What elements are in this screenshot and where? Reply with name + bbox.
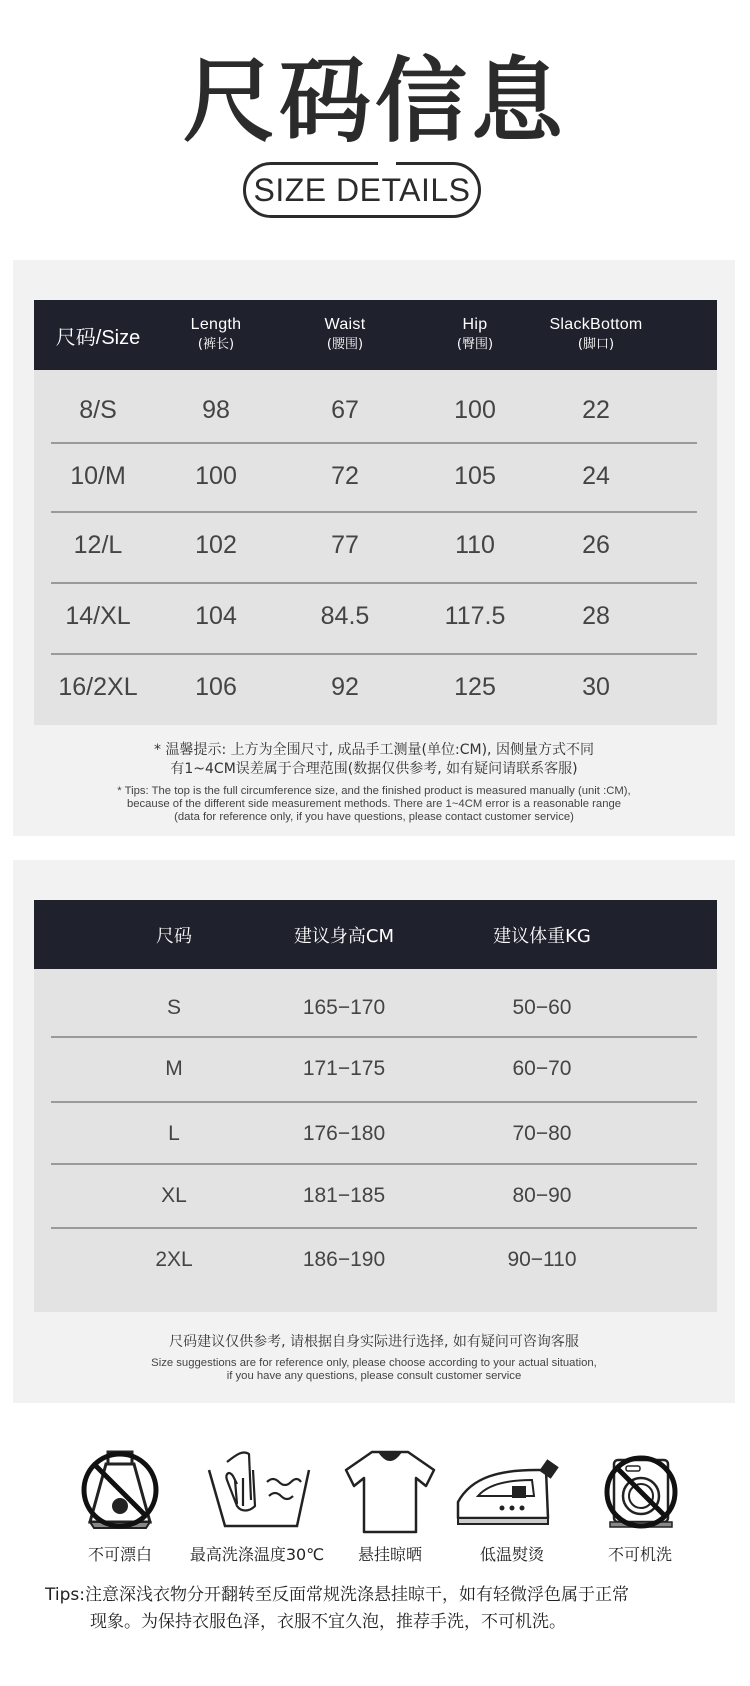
measurement-note-en: * Tips: The top is the full circumference size, and the finished product is measured manually (unit :CM), [117, 785, 631, 797]
column-header-sublabel: (裤长) [197, 337, 235, 352]
hang-dry-icon [330, 1440, 450, 1540]
cell-length: 102 [195, 530, 237, 559]
no-machine-wash-icon [580, 1440, 700, 1540]
size-table-header [34, 300, 717, 370]
recommend-note-en: Size suggestions are for reference only, please choose according to your actual situation, [151, 1357, 597, 1369]
cell-length: 98 [202, 395, 230, 424]
cell-height: 186−190 [302, 1248, 386, 1271]
column-header-length [162, 300, 270, 370]
cell-size: L [168, 1122, 180, 1145]
table-row [34, 513, 717, 577]
care-tips-line: 现象。为保持衣服色泽，衣服不宜久泡，推荐手洗，不可机洗。 [90, 1612, 566, 1632]
cell-size: XL [161, 1184, 187, 1207]
cell-size: 16/2XL [58, 672, 138, 701]
column-header-hip [420, 300, 530, 370]
pill-gap-decoration [378, 160, 396, 168]
cell-hip: 117.5 [444, 601, 506, 630]
no-bleach-icon [60, 1440, 180, 1540]
cell-slackbottom: 22 [582, 395, 610, 424]
column-header-size [34, 300, 162, 370]
cell-waist: 92 [331, 672, 359, 701]
measurement-note-cn: * 温馨提示: 上方为全围尺寸, 成品手工测量(单位:CM), 因侧量方式不同 [154, 742, 594, 758]
care-tips [45, 1582, 725, 1636]
size-details-panel [13, 260, 735, 836]
low-iron-icon [452, 1440, 572, 1540]
cell-slackbottom: 24 [582, 461, 610, 490]
cell-length: 100 [195, 461, 237, 490]
table-row [34, 584, 717, 648]
cell-height: 165−170 [302, 996, 386, 1019]
care-label: 低温熨烫 [479, 1545, 544, 1564]
measurement-note-en: because of the different side measurement methods. There are 1~4CM error is a reasonable range [126, 798, 622, 810]
cell-length: 104 [195, 601, 237, 630]
column-header-label: Length [190, 316, 242, 333]
column-header-slackbottom [530, 300, 662, 370]
column-header-weight: 建议体重KG [493, 925, 591, 947]
cell-weight: 50−60 [512, 996, 572, 1019]
column-header-height: 建议身高CM [293, 925, 395, 947]
page-subtitle: SIZE DETAILS [253, 172, 471, 208]
cell-weight: 90−110 [507, 1248, 577, 1271]
care-label: 最高洗涤温度30℃ [189, 1545, 325, 1564]
table-row [34, 977, 717, 1039]
recommend-table-header [34, 900, 717, 969]
cell-size: 14/XL [65, 601, 131, 630]
care-label: 不可漂白 [87, 1545, 152, 1564]
cell-height: 181−185 [302, 1184, 386, 1207]
cell-weight: 80−90 [512, 1184, 572, 1207]
cell-hip: 110 [455, 530, 495, 559]
column-header-label: SlackBottom [549, 316, 643, 333]
column-header-label: Waist [324, 316, 366, 333]
cell-waist: 67 [331, 395, 359, 424]
column-header-sublabel: (腰围) [326, 337, 364, 352]
care-tips-line: Tips:注意深浅衣物分开翻转至反面常规洗涤悬挂晾干，如有轻微浮色属于正常 [45, 1585, 629, 1605]
cell-size: 8/S [79, 395, 117, 424]
table-row [34, 1229, 717, 1291]
cell-slackbottom: 28 [582, 601, 610, 630]
table-row [34, 1103, 717, 1165]
page-title: 尺码信息 [182, 48, 567, 155]
cell-hip: 125 [454, 672, 496, 701]
cell-size: S [166, 996, 181, 1019]
cell-slackbottom: 26 [582, 530, 610, 559]
cell-size: 12/L [73, 530, 123, 559]
cell-waist: 84.5 [320, 601, 370, 630]
care-label: 悬挂晾晒 [357, 1545, 422, 1564]
table-row [34, 378, 717, 442]
care-label: 不可机洗 [607, 1545, 672, 1564]
column-header-waist [270, 300, 420, 370]
cell-size: 10/M [70, 461, 126, 490]
column-header-label: Hip [462, 316, 488, 333]
cell-height: 171−175 [302, 1057, 386, 1080]
cell-size: 2XL [155, 1248, 193, 1271]
cell-hip: 100 [454, 395, 496, 424]
column-header-size: 尺码 [156, 925, 192, 947]
recommend-table-body [34, 969, 717, 1312]
size-recommendation-panel [13, 860, 735, 1403]
cell-hip: 105 [454, 461, 496, 490]
table-row [34, 655, 717, 719]
measurement-note-en: (data for reference only, if you have questions, please contact customer service) [174, 811, 574, 823]
cell-slackbottom: 30 [582, 672, 610, 701]
cell-waist: 77 [331, 530, 359, 559]
cell-weight: 70−80 [512, 1122, 572, 1145]
hand-wash-30-icon [197, 1440, 317, 1540]
size-table-body [34, 370, 717, 725]
column-header-label: 尺码/Size [55, 326, 141, 349]
cell-size: M [165, 1057, 183, 1080]
cell-waist: 72 [331, 461, 359, 490]
table-row [34, 444, 717, 508]
page-subtitle-pill [243, 162, 481, 218]
recommend-note-cn: 尺码建议仅供参考, 请根据自身实际进行选择, 如有疑问可咨询客服 [169, 1334, 579, 1350]
table-row [34, 1165, 717, 1227]
cell-length: 106 [195, 672, 237, 701]
column-header-sublabel: (脚口) [577, 337, 615, 352]
table-row [34, 1038, 717, 1100]
cell-height: 176−180 [302, 1122, 386, 1145]
column-header-sublabel: (臀围) [456, 337, 494, 352]
recommend-note-en: if you have any questions, please consult customer service [226, 1370, 522, 1382]
measurement-note-cn: 有1~4CM误差属于合理范围(数据仅供参考, 如有疑问请联系客服) [170, 761, 578, 777]
cell-weight: 60−70 [512, 1057, 572, 1080]
